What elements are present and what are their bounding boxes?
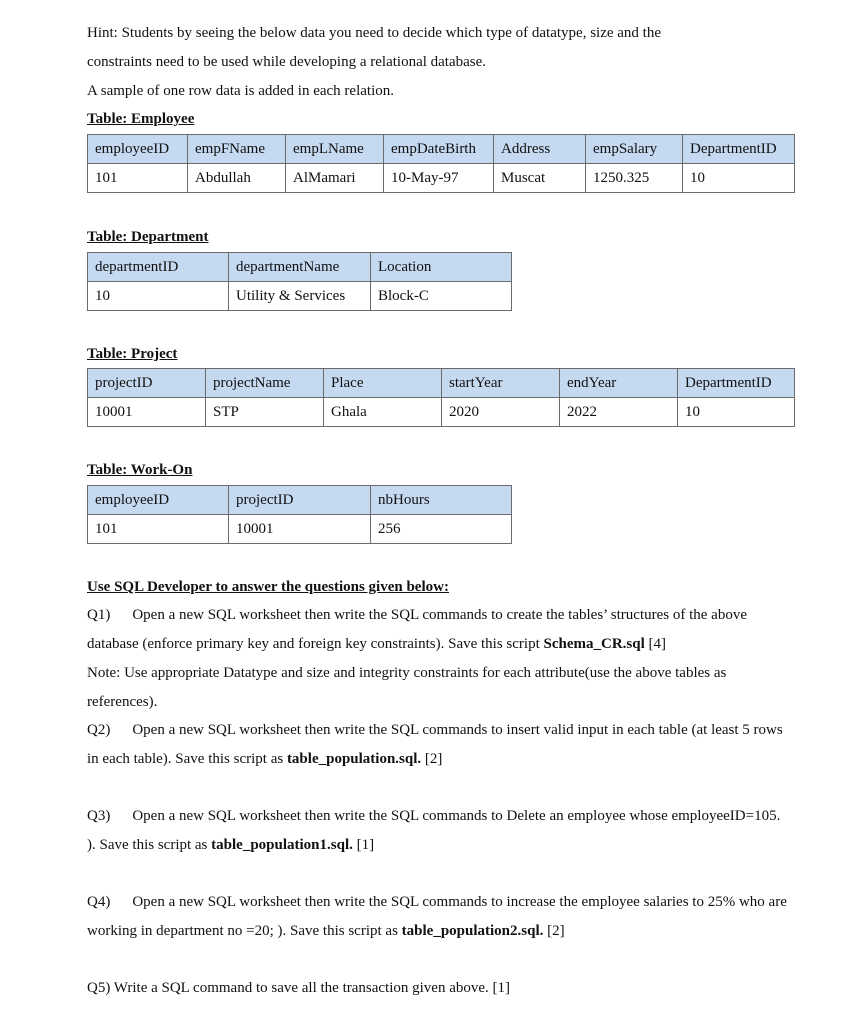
header-cell: empDateBirth (384, 135, 494, 164)
table-cell: 10 (88, 282, 229, 311)
department-table (87, 252, 512, 311)
table-cell: Ghala (324, 398, 442, 427)
table-row (88, 515, 512, 544)
table-header-row (88, 369, 795, 398)
question-marks: [1] (352, 837, 375, 853)
table-cell: Block-C (371, 282, 512, 311)
table-cell: 256 (371, 515, 512, 544)
question-4 (87, 888, 787, 946)
workon-table (87, 485, 512, 544)
table-cell: 1250.325 (586, 164, 683, 193)
header-cell: departmentID (88, 253, 229, 282)
table-cell: 10-May-97 (384, 164, 494, 193)
header-cell: Place (324, 369, 442, 398)
intro-line-3: A sample of one row data is added in each relation. (87, 83, 394, 99)
script-filename: table_population2.sql. (401, 923, 544, 939)
question-2 (87, 716, 787, 774)
question-label: Q2) (87, 722, 111, 738)
question-label: Q3) (87, 808, 111, 824)
table-cell: Abdullah (188, 164, 286, 193)
table-cell: 10 (683, 164, 795, 193)
questions-heading: Use SQL Developer to answer the questions given below: (87, 579, 449, 595)
question-text: Open a new SQL worksheet then write the SQL commands to create the tables’ structures of the above database (enforce primary key and foreign key constraints). Save this script (87, 607, 747, 652)
question-3 (87, 802, 787, 860)
header-cell: employeeID (88, 135, 188, 164)
table-cell: AlMamari (286, 164, 384, 193)
header-cell: DepartmentID (678, 369, 795, 398)
question-label: Q4) (87, 894, 111, 910)
table-cell: 101 (88, 515, 229, 544)
table-cell: 10001 (88, 398, 206, 427)
employee-table-title: Table: Employee (87, 111, 195, 127)
table-cell: 10 (678, 398, 795, 427)
department-table-title: Table: Department (87, 229, 209, 245)
header-cell: employeeID (88, 486, 229, 515)
table-cell: 101 (88, 164, 188, 193)
header-cell: empSalary (586, 135, 683, 164)
table-header-row (88, 135, 795, 164)
header-cell: DepartmentID (683, 135, 795, 164)
question-label: Q1) (87, 607, 111, 623)
table-cell: 2020 (442, 398, 560, 427)
table-row (88, 282, 512, 311)
header-cell: nbHours (371, 486, 512, 515)
question-text: Open a new SQL worksheet then write the SQL commands to insert valid input in each table (at least 5 rows in each table). Save this script as (87, 722, 783, 767)
table-cell: 2022 (560, 398, 678, 427)
table-row (88, 164, 795, 193)
question-marks: [2] (421, 751, 443, 767)
header-cell: departmentName (229, 253, 371, 282)
question-marks: [4] (644, 636, 667, 652)
script-filename: table_population1.sql. (211, 837, 353, 853)
employee-table (87, 134, 795, 193)
header-cell: Location (371, 253, 512, 282)
table-cell: Utility & Services (229, 282, 371, 311)
workon-table-title: Table: Work-On (87, 462, 193, 478)
table-cell: 10001 (229, 515, 371, 544)
script-filename: Schema_CR.sql (543, 636, 645, 652)
header-cell: projectName (206, 369, 324, 398)
question-note: Note: Use appropriate Datatype and size and integrity constraints for each attribute(use the above tables as references). (87, 665, 727, 710)
header-cell: projectID (88, 369, 206, 398)
table-cell: STP (206, 398, 324, 427)
table-cell: Muscat (494, 164, 586, 193)
question-marks: [2] (543, 923, 565, 939)
header-cell: projectID (229, 486, 371, 515)
table-header-row (88, 486, 512, 515)
intro-line-1: Hint: Students by seeing the below data you need to decide which type of datatype, size and the (87, 25, 662, 41)
question-5: Q5) Write a SQL command to save all the transaction given above. [1] (87, 980, 511, 996)
intro-line-2: constraints need to be used while developing a relational database. (87, 54, 487, 70)
header-cell: startYear (442, 369, 560, 398)
table-header-row (88, 253, 512, 282)
question-text: Open a new SQL worksheet then write the SQL commands to Delete an employee whose employeeID=105. ). Save this script as (87, 808, 781, 853)
header-cell: endYear (560, 369, 678, 398)
project-table-title: Table: Project (87, 346, 178, 362)
table-row (88, 398, 795, 427)
project-table (87, 368, 795, 427)
header-cell: empLName (286, 135, 384, 164)
script-filename: table_population.sql. (286, 751, 422, 767)
question-1 (87, 601, 787, 717)
header-cell: Address (494, 135, 586, 164)
header-cell: empFName (188, 135, 286, 164)
question-text: Open a new SQL worksheet then write the SQL commands to increase the employee salaries to 25% who are working in department no =20; ). Save this script as (87, 894, 787, 939)
